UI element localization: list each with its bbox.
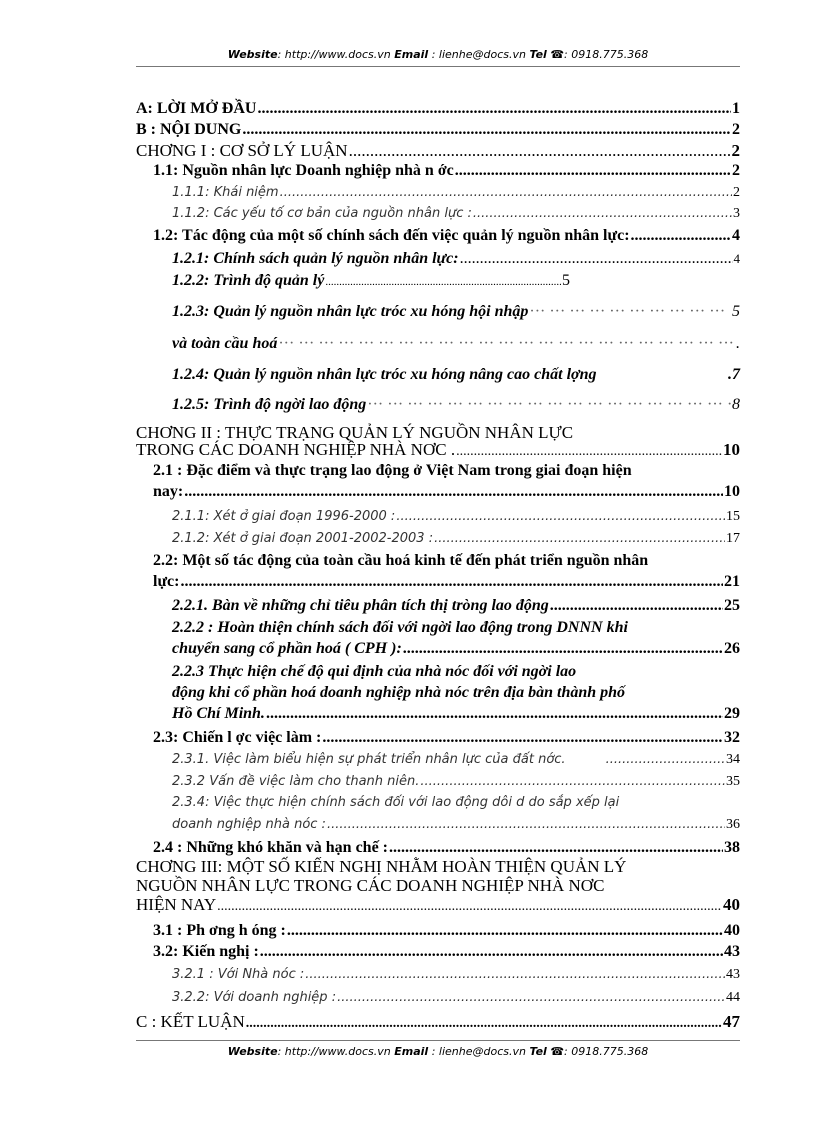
toc-title: và toàn cầu hoá: [172, 335, 278, 352]
toc-page: 40: [724, 922, 740, 939]
toc-title: 2.3.4: Việc thực hiện chính sách đối với lao động dôi d do sắp xếp lại: [172, 795, 620, 810]
header-divider: [136, 66, 740, 67]
toc-page: 43: [724, 943, 740, 960]
toc-title-cont: doanh nghiệp nhà nóc :: [172, 817, 326, 832]
website-label: Website: [227, 48, 278, 61]
toc-leader: [456, 443, 722, 460]
toc-page: 17: [726, 531, 740, 546]
toc-title: CHƠNG III: MỘT SỐ KIẾN NGHỊ NHẰM HOÀN THIỆN QUẢN LÝ: [136, 857, 627, 876]
toc-page: 26: [724, 640, 740, 657]
toc-entry-2-3-2[interactable]: [172, 773, 740, 790]
toc-title: 2.3.1. Việc làm biểu hiện sự phát triển nhân lực của đất nớc.: [172, 752, 566, 767]
toc-title-cont: nay:: [153, 483, 184, 500]
toc-title: 1.1.2: Các yếu tố cơ bản của nguồn nhân lực :: [172, 206, 472, 221]
toc-leader: [420, 773, 725, 790]
toc-entry-ket-luan[interactable]: [136, 1013, 740, 1032]
toc-entry-loi-mo-dau[interactable]: [136, 100, 740, 117]
toc-leader: [349, 142, 731, 159]
toc-entry-3-2-1[interactable]: [172, 966, 740, 983]
toc-entry-chuong-3[interactable]: [136, 858, 740, 915]
toc-page: .: [736, 335, 740, 352]
toc-page: 8: [732, 396, 740, 413]
toc-entry-1-2-1[interactable]: [172, 250, 740, 267]
toc-leader: [260, 943, 723, 960]
toc-page: 44: [726, 990, 740, 1005]
toc-entry-2-3[interactable]: [153, 729, 740, 746]
toc-page: 36: [726, 817, 740, 832]
toc-entry-3-2[interactable]: [153, 943, 740, 960]
toc-title: 2.2: Một số tác động của toàn cầu hoá kinh tế đến phát triển nguồn nhân: [153, 552, 649, 569]
toc-leader: [280, 184, 732, 201]
toc-entry-2-3-4[interactable]: [172, 794, 740, 833]
toc-page: 34: [726, 752, 740, 767]
toc-title: 1.2.3: Quản lý nguồn nhân lực tróc xu hóng hội nhập: [172, 303, 529, 320]
footer-divider: [136, 1040, 740, 1041]
toc-entry-toan-cau-hoa[interactable]: [172, 335, 740, 352]
toc-entry-1-2[interactable]: [153, 227, 740, 244]
toc-entry-2-2-3[interactable]: [172, 663, 740, 722]
toc-page: 4: [732, 227, 740, 244]
toc-leader: [322, 729, 723, 746]
toc-leader: [266, 705, 723, 722]
phone-icon: ☎: [550, 1045, 565, 1058]
toc-leader: [246, 1015, 722, 1032]
toc-title: 1.2: Tác động của một số chính sách đến việc quản lý nguồn nhân lực:: [153, 227, 630, 244]
toc-leader: [473, 205, 732, 222]
toc-entry-1-1-2[interactable]: [172, 205, 740, 222]
toc-entry-1-2-5[interactable]: [172, 396, 740, 413]
toc-page: 43: [726, 967, 740, 982]
toc-title: 2.1 : Đặc điểm và thực trạng lao động ở Việt Nam trong giai đoạn hiện: [153, 462, 632, 479]
toc-leader: [434, 530, 725, 547]
toc-entry-1-2-4[interactable]: [172, 366, 740, 383]
website-url[interactable]: : http://www.docs.vn: [277, 1045, 395, 1058]
toc-entry-2-2[interactable]: [153, 552, 740, 590]
toc-leader: [217, 898, 722, 915]
toc-page: 10: [723, 440, 740, 459]
toc-page: 47: [723, 1012, 740, 1031]
toc-leader: [631, 227, 731, 244]
page-footer: [136, 1045, 740, 1058]
toc-leader: [367, 396, 731, 413]
toc-leader: [337, 989, 725, 1006]
toc-entry-2-1[interactable]: [153, 462, 740, 500]
toc-leader: [327, 816, 725, 833]
toc-page: 29: [724, 705, 740, 722]
toc-title: 2.3: Chiến l ợc việc làm :: [153, 729, 322, 746]
toc-entry-1-2-3[interactable]: [172, 303, 740, 320]
toc-title: 1.2.2: Trình độ quản lý: [172, 272, 325, 289]
email-label: Email: [394, 1045, 429, 1058]
toc-title: 2.2.2 : Hoàn thiện chính sách đối với ngời lao động trong DNNN khi: [172, 619, 628, 636]
toc-leader: [403, 640, 723, 657]
toc-page: 25: [724, 597, 740, 614]
toc-title: 2.3.2 Vấn đề việc làm cho thanh niên.: [172, 774, 420, 789]
toc-entry-1-1-1[interactable]: [172, 184, 740, 201]
toc-title-cont2: Hồ Chí Minh.: [172, 705, 265, 722]
toc-title: 3.1 : Ph ơng h óng :: [153, 922, 286, 939]
toc-entry-2-4[interactable]: [153, 839, 740, 856]
toc-page: 3: [733, 206, 740, 221]
toc-title: 3.2.2: Với doanh nghiệp :: [172, 990, 337, 1005]
toc-title-cont: TRONG CÁC DOANH NGHIỆP NHÀ NƠC .: [136, 440, 456, 459]
toc-entry-2-1-1[interactable]: [172, 508, 740, 525]
phone-icon: ☎: [550, 48, 565, 61]
toc-entry-1-1[interactable]: [153, 162, 740, 179]
toc-title: B : NỘI DUNG: [136, 121, 242, 138]
toc-title: 3.2.1 : Với Nhà nóc :: [172, 967, 305, 982]
toc-page: 32: [724, 729, 740, 746]
toc-entry-3-2-2[interactable]: [172, 989, 740, 1006]
toc-title: 1.2.1: Chính sách quản lý nguồn nhân lực:: [172, 250, 459, 267]
toc-entry-noi-dung[interactable]: [136, 121, 740, 138]
tel-number: : 0918.775.368: [564, 48, 649, 61]
toc-leader: [389, 839, 723, 856]
toc-leader: [257, 100, 731, 117]
toc-title: 2.4 : Những khó khăn và hạn chế :: [153, 839, 388, 856]
toc-title-cont: NGUỒN NHÂN LỰC TRONG CÁC DOANH NGHIỆP NHÀ NƠC: [136, 876, 605, 895]
website-url[interactable]: : http://www.docs.vn: [277, 48, 395, 61]
toc-title-cont: động khi cổ phần hoá doanh nghiệp nhà nóc trên địa bàn thành phố: [172, 684, 626, 701]
toc-leader: [184, 483, 723, 500]
toc-title: CHƠNG I : CƠ SỞ LÝ LUẬN: [136, 141, 348, 160]
toc-page: 2: [732, 162, 740, 179]
toc-leader: [287, 922, 723, 939]
email-label: Email: [394, 48, 429, 61]
toc-title: 2.2.1. Bàn về những chỉ tiêu phân tích thị tròng lao động: [172, 597, 549, 614]
tel-label: Tel: [529, 48, 547, 61]
toc-page: 21: [724, 573, 740, 590]
toc-entry-chuong-2[interactable]: [136, 424, 740, 460]
toc-leader: [305, 966, 725, 983]
toc-leader: [460, 250, 733, 267]
toc-page: 40: [723, 895, 740, 914]
toc-page: 2: [731, 141, 740, 160]
toc-page: 4: [733, 251, 740, 266]
tel-label: Tel: [529, 1045, 547, 1058]
toc-entry-2-3-1[interactable]: [172, 751, 740, 768]
toc-page: 15: [726, 509, 740, 524]
toc-entry-2-2-2[interactable]: [172, 619, 740, 657]
page-header: [136, 48, 740, 61]
toc-entry-1-2-2[interactable]: [172, 272, 570, 291]
toc-title: 1.1.1: Khái niệm: [172, 185, 279, 200]
toc-title: CHƠNG II : THỰC TRẠNG QUẢN LÝ NGUỒN NHÂN LỰC: [136, 423, 574, 442]
email-address[interactable]: : lienhe@docs.vn: [428, 1045, 530, 1058]
toc-title-cont: lực:: [153, 573, 180, 590]
toc-page: 2: [733, 185, 740, 200]
toc-page: 10: [724, 483, 740, 500]
toc-title: 3.2: Kiến nghị :: [153, 943, 259, 960]
toc-title: 1.2.4: Quản lý nguồn nhân lực tróc xu hóng nâng cao chất lợng: [172, 366, 597, 383]
toc-leader: [180, 573, 723, 590]
toc-leader: [278, 335, 735, 352]
tel-number: : 0918.775.368: [564, 1045, 649, 1058]
toc-entry-2-2-1[interactable]: [172, 597, 740, 614]
toc-title: 1.1: Nguồn nhân lực Doanh nghiệp nhà n ớc: [153, 162, 454, 179]
toc-title: 2.2.3 Thực hiện chế độ qui định của nhà nóc đối với ngời lao: [172, 663, 577, 680]
toc-title: C : KẾT LUẬN: [136, 1012, 245, 1031]
toc-leader: [529, 303, 731, 320]
toc-leader: [606, 751, 725, 768]
toc-title-cont2: HIỆN NAY: [136, 895, 217, 914]
toc-page: 35: [726, 774, 740, 789]
toc-leader: [455, 162, 731, 179]
toc-title: 2.1.1: Xét ở giai đoạn 1996-2000 :: [172, 509, 396, 524]
toc-page: 5: [732, 303, 740, 320]
email-address[interactable]: : lienhe@docs.vn: [428, 48, 530, 61]
toc-entry-2-1-2[interactable]: [172, 530, 740, 547]
toc-page: .7: [728, 366, 740, 383]
toc-entry-3-1[interactable]: [153, 922, 740, 939]
toc-title: 1.2.5: Trình độ ngời lao động: [172, 396, 367, 413]
toc-title: 2.1.2: Xét ở giai đoạn 2001-2002-2003 :: [172, 531, 434, 546]
toc-leader: [242, 121, 731, 138]
toc-leader: [325, 274, 561, 291]
toc-page: 2: [732, 121, 740, 138]
toc-leader: [396, 508, 725, 525]
toc-page: 5: [562, 272, 570, 289]
toc-title: A: LỜI MỞ ĐẦU: [136, 100, 257, 117]
toc-title-cont: chuyển sang cổ phần hoá ( CPH ):: [172, 640, 402, 657]
toc-leader: [550, 597, 723, 614]
toc-entry-chuong-1[interactable]: [136, 142, 740, 159]
toc-page: 1: [732, 100, 740, 117]
toc-page: 38: [724, 839, 740, 856]
website-label: Website: [227, 1045, 278, 1058]
